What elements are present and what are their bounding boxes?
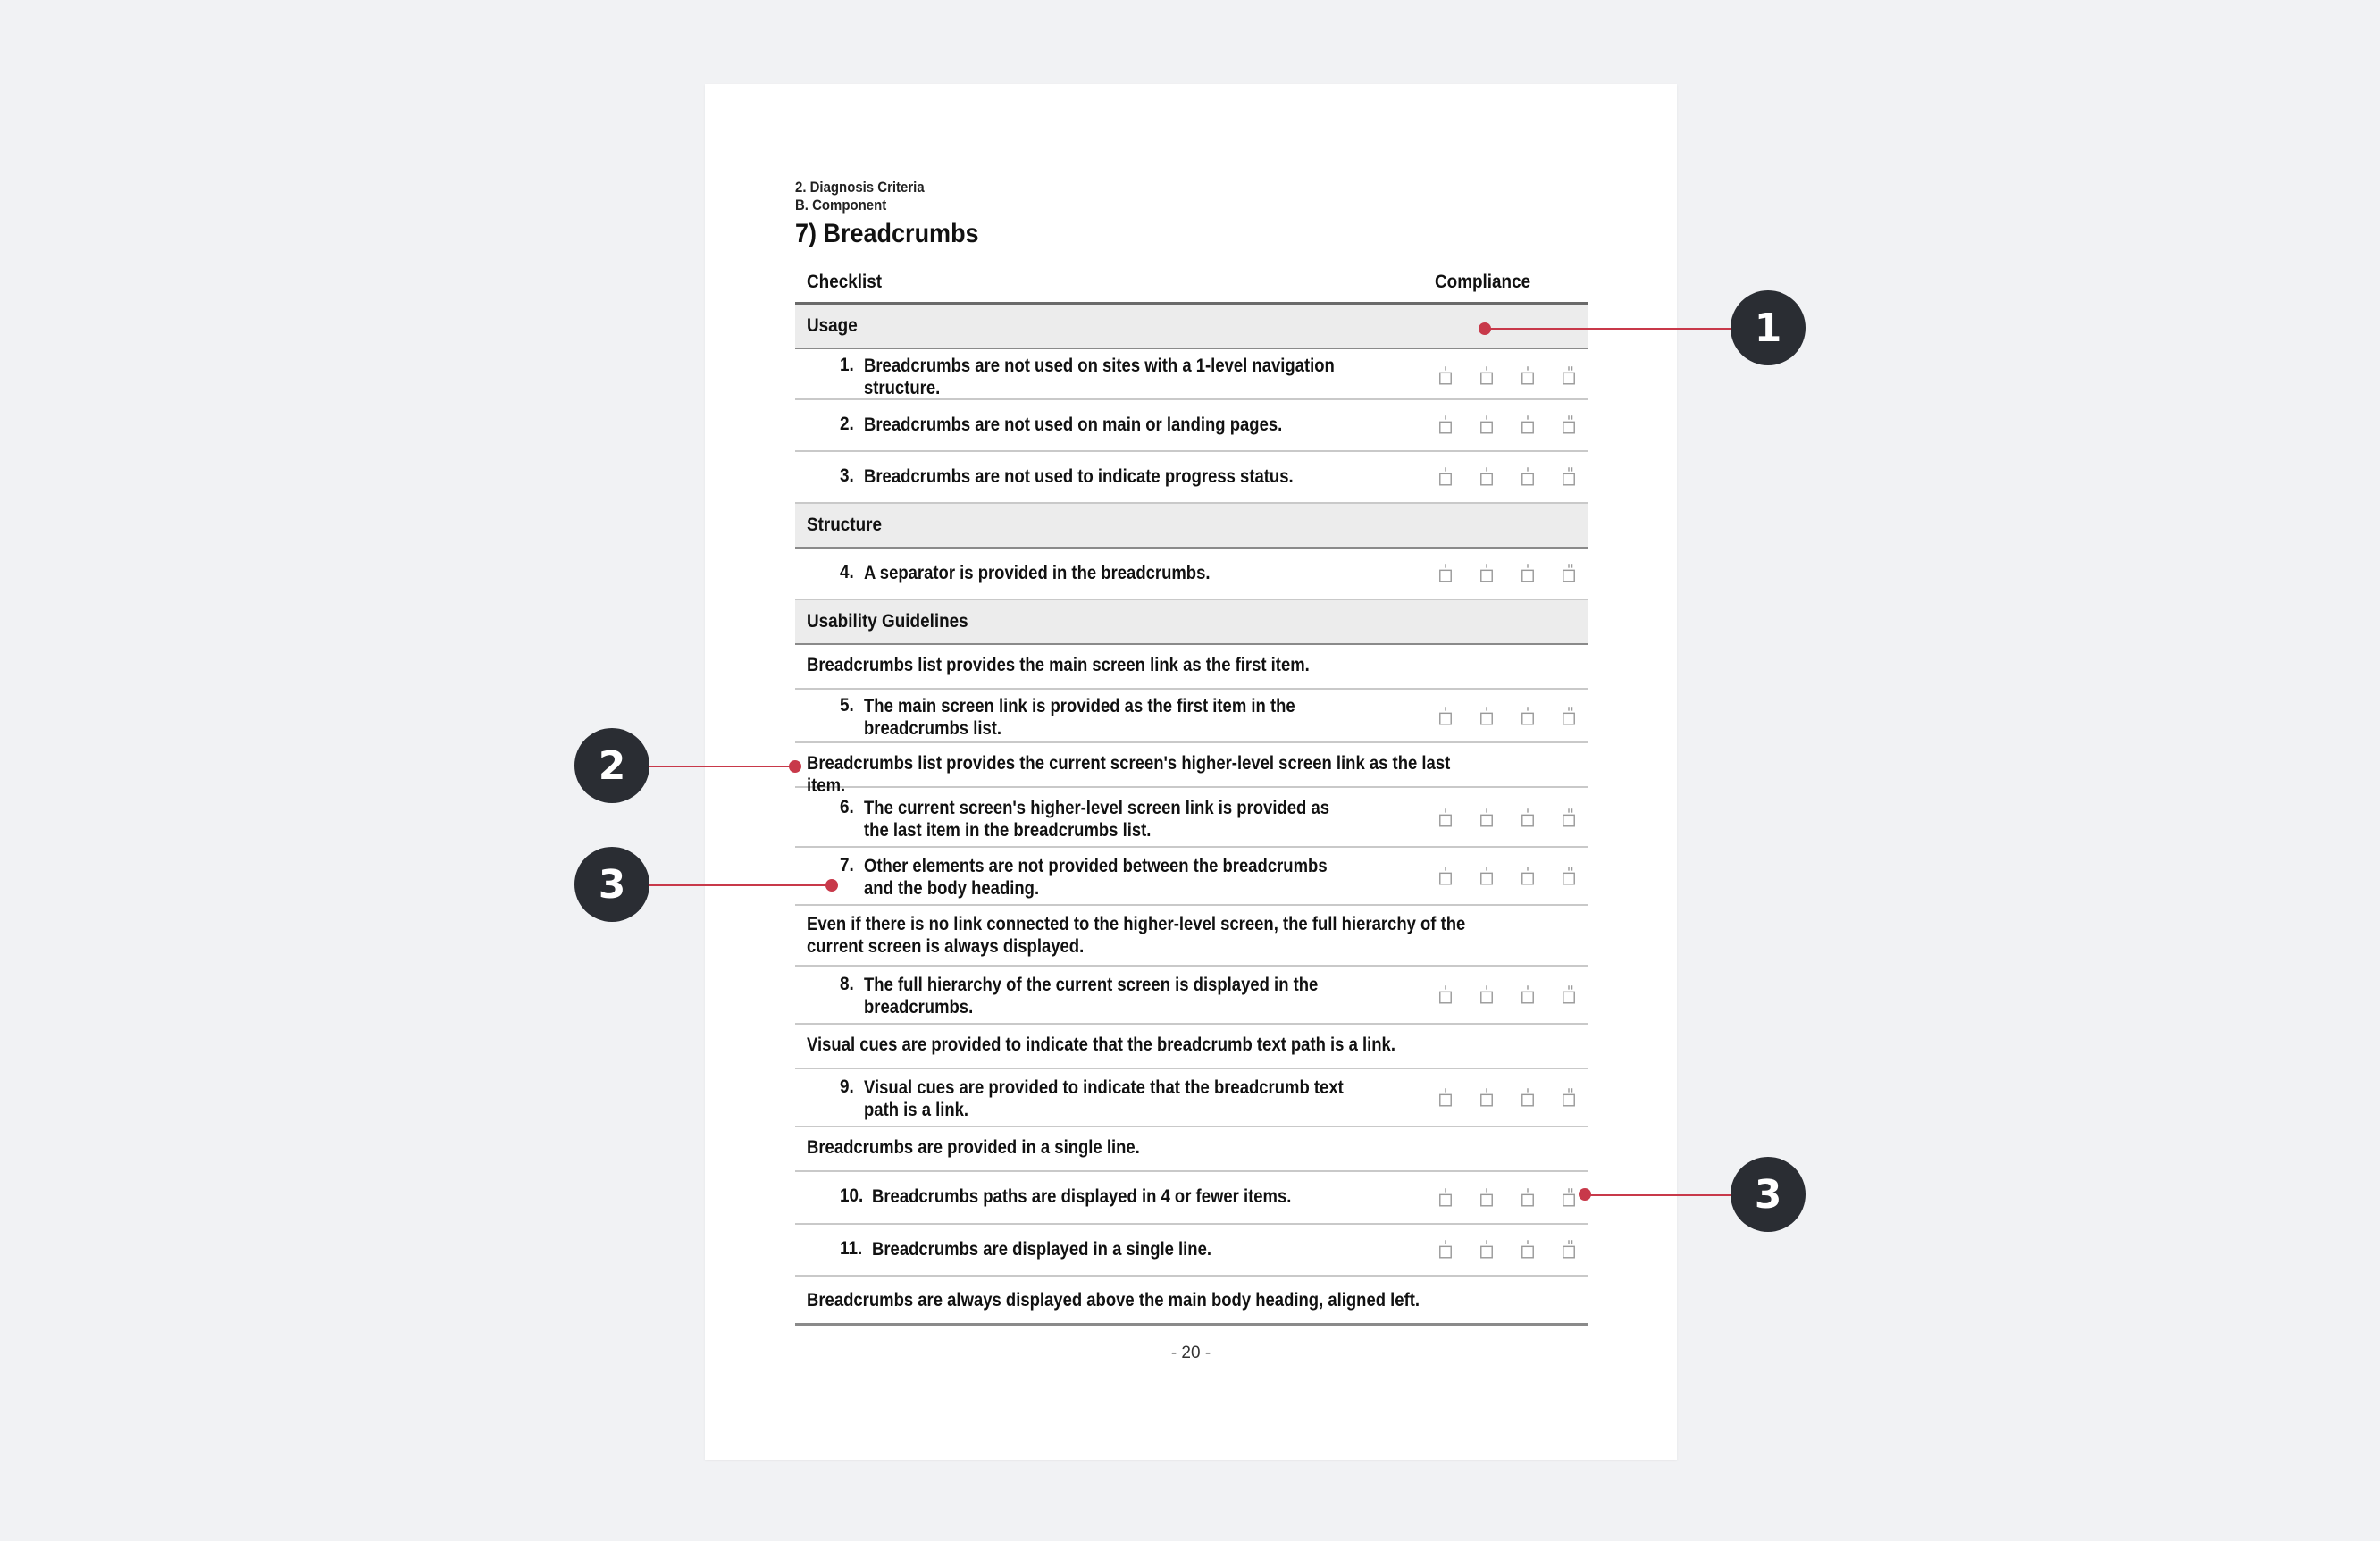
section-path: 2. Diagnosis Criteria [795,179,925,196]
item-text: The main screen link is provided as the first item in the breadcrumbs list. [864,696,1295,739]
compliance-options [1438,704,1572,729]
compliance-checkbox-icon[interactable] [1438,806,1453,829]
compliance-checkbox-icon[interactable] [1479,1237,1494,1260]
guideline-text: Breadcrumbs are always displayed above the main body heading, aligned left. [807,1290,1420,1311]
compliance-checkbox-icon[interactable] [1562,864,1576,887]
callout-3-badge-right: 3 [1731,1157,1806,1232]
compliance-checkbox-icon[interactable] [1438,364,1453,387]
compliance-checkbox-icon[interactable] [1562,806,1576,829]
subsection-path: B. Component [795,197,887,214]
item-text: Other elements are not provided between the breadcrumbs and the body heading. [864,856,1328,899]
guideline-text: Visual cues are provided to indicate that the breadcrumb text path is a link. [807,1034,1395,1055]
item-number: 10. [840,1185,864,1206]
page-number: - 20 - [1170,1344,1211,1362]
compliance-checkbox-icon[interactable] [1438,983,1453,1006]
item-text: Breadcrumbs paths are displayed in 4 or fewer items. [872,1186,1292,1207]
item-number: 5. [840,695,854,716]
item-number: 8. [840,974,854,994]
checklist-item-7 [795,848,1588,906]
compliance-checkbox-icon[interactable] [1438,561,1453,584]
checklist-item-11 [795,1225,1588,1277]
compliance-checkbox-icon[interactable] [1521,1185,1535,1209]
compliance-checkbox-icon[interactable] [1521,983,1535,1006]
compliance-checkbox-icon[interactable] [1562,364,1576,387]
compliance-checkbox-icon[interactable] [1438,465,1453,488]
compliance-checkbox-icon[interactable] [1479,413,1494,436]
compliance-checkbox-icon[interactable] [1562,1237,1576,1260]
section-usage [795,305,1588,349]
compliance-checkbox-icon[interactable] [1521,1085,1535,1109]
callout-2-dot [789,760,801,773]
compliance-checkbox-icon[interactable] [1438,1085,1453,1109]
compliance-checkbox-icon[interactable] [1562,704,1576,727]
item-text: The full hierarchy of the current screen is displayed in the breadcrumbs. [864,975,1319,1018]
section-label: Usability Guidelines [807,611,968,632]
checklist-item-6 [795,788,1588,848]
compliance-checkbox-icon[interactable] [1562,983,1576,1006]
item-text: Visual cues are provided to indicate that the breadcrumb text path is a link. [864,1077,1344,1120]
compliance-checkbox-icon[interactable] [1562,1185,1576,1209]
section-usability-guidelines [795,600,1588,645]
compliance-checkbox-icon[interactable] [1521,561,1535,584]
guideline-1 [795,645,1588,690]
compliance-options [1438,864,1572,889]
item-number: 4. [840,562,854,582]
item-number: 6. [840,797,854,817]
document-page [705,84,1677,1460]
guideline-text: Breadcrumbs list provides the current screen's higher-level screen link as the last item. [807,753,1451,796]
compliance-options [1438,561,1572,586]
checklist-item-3 [795,452,1588,504]
item-number: 3. [840,465,854,486]
compliance-options [1438,1237,1572,1262]
callout-3-badge-left: 3 [574,847,649,922]
item-number: 9. [840,1076,854,1097]
compliance-checkbox-icon[interactable] [1438,1237,1453,1260]
compliance-checkbox-icon[interactable] [1479,983,1494,1006]
guideline-text: Even if there is no link connected to the higher-level screen, the full hierarchy of the current screen is always displayed. [807,914,1466,957]
compliance-checkbox-icon[interactable] [1479,1185,1494,1209]
guideline-5 [795,1127,1588,1172]
item-number: 7. [840,855,854,875]
table-header [795,263,1588,305]
checklist-item-10 [795,1172,1588,1225]
compliance-options [1438,1185,1572,1210]
checklist-item-5 [795,690,1588,743]
guideline-text: Breadcrumbs are provided in a single line. [807,1137,1140,1158]
guideline-2 [795,743,1588,796]
compliance-checkbox-icon[interactable] [1521,704,1535,727]
compliance-checkbox-icon[interactable] [1521,806,1535,829]
checklist-item-8 [795,967,1588,1025]
checklist-item-1 [795,349,1588,400]
compliance-checkbox-icon[interactable] [1562,561,1576,584]
compliance-options [1438,465,1572,490]
compliance-options [1438,983,1572,1008]
compliance-options [1438,364,1572,389]
guideline-4 [795,1025,1588,1069]
section-structure [795,504,1588,549]
item-number: 2. [840,414,854,434]
compliance-options [1438,413,1572,438]
item-text: Breadcrumbs are displayed in a single line. [872,1239,1212,1260]
checklist-item-4 [795,549,1588,600]
item-text: A separator is provided in the breadcrumbs. [864,563,1211,583]
callout-1-leader [1486,328,1736,330]
checklist-item-2 [795,400,1588,452]
callout-3-dot-left [825,879,838,892]
item-text: Breadcrumbs are not used on sites with a 1-level navigation structure. [864,356,1335,398]
callout-2-badge: 2 [574,728,649,803]
page-content [795,179,1588,1326]
compliance-checkbox-icon[interactable] [1479,864,1494,887]
column-compliance: Compliance [1435,272,1531,292]
compliance-checkbox-icon[interactable] [1521,364,1535,387]
compliance-checkbox-icon[interactable] [1521,413,1535,436]
section-label: Structure [807,515,883,535]
compliance-checkbox-icon[interactable] [1562,413,1576,436]
callout-3-leader-left [649,884,833,886]
page-title: 7) Breadcrumbs [795,219,979,248]
compliance-checkbox-icon[interactable] [1521,465,1535,488]
compliance-checkbox-icon[interactable] [1479,364,1494,387]
callout-3-leader-right [1585,1194,1737,1196]
guideline-3 [795,906,1588,967]
compliance-checkbox-icon[interactable] [1438,413,1453,436]
compliance-checkbox-icon[interactable] [1521,864,1535,887]
checklist-item-9 [795,1069,1588,1127]
compliance-options [1438,806,1572,831]
compliance-checkbox-icon[interactable] [1479,704,1494,727]
item-text: Breadcrumbs are not used to indicate progress status. [864,466,1294,487]
item-number: 11. [840,1238,863,1259]
section-label: Usage [807,315,858,336]
compliance-checkbox-icon[interactable] [1479,806,1494,829]
column-checklist: Checklist [807,272,883,292]
guideline-6 [795,1277,1588,1326]
callout-1-badge: 1 [1731,290,1806,365]
compliance-checkbox-icon[interactable] [1521,1237,1535,1260]
callout-1-dot [1479,322,1491,335]
compliance-checkbox-icon[interactable] [1479,1085,1494,1109]
item-text: The current screen's higher-level screen link is provided as the last item in the breadcrumbs list. [864,798,1330,841]
compliance-checkbox-icon[interactable] [1479,465,1494,488]
compliance-checkbox-icon[interactable] [1438,864,1453,887]
callout-2-leader [649,766,795,767]
item-number: 1. [840,355,854,375]
item-text: Breadcrumbs are not used on main or landing pages. [864,415,1283,435]
compliance-checkbox-icon[interactable] [1479,561,1494,584]
compliance-options [1438,1085,1572,1110]
compliance-checkbox-icon[interactable] [1438,704,1453,727]
guideline-text: Breadcrumbs list provides the main screen link as the first item. [807,655,1310,675]
callout-3-dot-right [1579,1188,1591,1201]
compliance-checkbox-icon[interactable] [1438,1185,1453,1209]
compliance-checkbox-icon[interactable] [1562,465,1576,488]
compliance-checkbox-icon[interactable] [1562,1085,1576,1109]
